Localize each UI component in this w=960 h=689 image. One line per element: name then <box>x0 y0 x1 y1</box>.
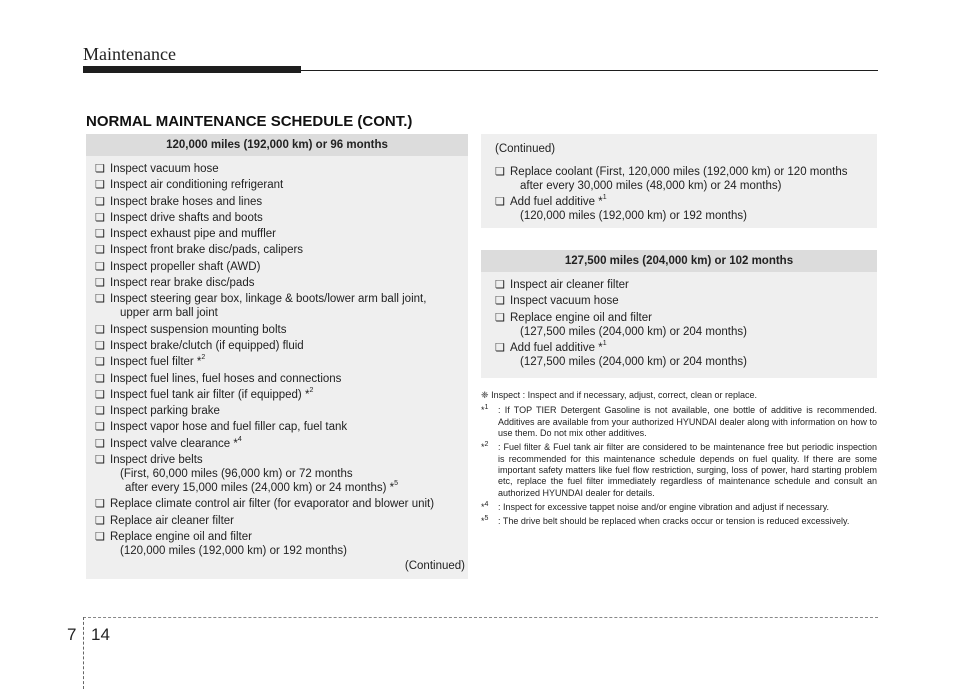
item-text: Replace coolant (First, 120,000 miles (192,000 km) or 120 months <box>510 166 848 178</box>
checkbox-icon: ❏ <box>95 195 105 208</box>
list-item <box>95 260 464 274</box>
checkbox-icon: ❏ <box>95 421 105 434</box>
checkbox-icon: ❏ <box>95 163 105 175</box>
continued-label: (Continued) <box>404 560 465 573</box>
right-continued-label: (Continued) <box>495 143 556 155</box>
item-text: Inspect fuel filter * <box>110 356 202 369</box>
footer-rule <box>83 617 878 618</box>
list-item <box>495 195 873 223</box>
item-text: Inspect valve clearance * <box>110 437 238 450</box>
list-item <box>95 178 464 192</box>
checkbox-icon: ❏ <box>95 323 105 336</box>
inspect-note-text: Inspect : Inspect and if necessary, adjust, correct, clean or replace. <box>491 390 758 400</box>
item-text: Inspect front brake disc/pads, calipers <box>110 244 304 257</box>
footnote <box>481 502 877 513</box>
item-text: Replace engine oil and filter <box>510 311 652 324</box>
list-item <box>95 243 464 257</box>
list-item <box>95 227 464 241</box>
item-text: Inspect air cleaner filter <box>510 279 629 291</box>
checkbox-icon: ❏ <box>95 405 105 418</box>
list-item <box>495 341 873 369</box>
checkbox-icon: ❏ <box>495 311 505 324</box>
footnote-ref: 5 <box>394 480 398 488</box>
checkbox-icon: ❏ <box>95 372 105 385</box>
left-panel-heading: 120,000 miles (192,000 km) or 96 months <box>86 134 468 156</box>
footnote-mark: *$^4$ <box>481 500 489 512</box>
asterisk-mark-icon: ❈ <box>481 390 489 400</box>
item-text: Inspect vacuum hose <box>510 295 619 308</box>
checkbox-icon: ❏ <box>95 530 105 543</box>
right-top-item-list <box>481 156 877 223</box>
item-text: Inspect propeller shaft (AWD) <box>110 260 261 273</box>
list-item <box>495 278 873 292</box>
chapter-number: 7 <box>67 625 77 644</box>
right-panel-heading: 127,500 miles (204,000 km) or 102 months <box>481 250 877 272</box>
checkbox-icon: ❏ <box>95 179 105 192</box>
item-text: Inspect vapor hose and fuel filler cap, fuel tank <box>110 421 348 434</box>
list-item <box>95 530 464 558</box>
footnote-ref: 4 <box>237 435 242 443</box>
footnote-ref: 1 <box>602 339 607 347</box>
item-text: Inspect fuel tank air filter (if equipped) * <box>110 388 310 401</box>
checkbox-icon: ❏ <box>495 295 505 308</box>
item-text: Inspect exhaust pipe and muffler <box>110 228 277 241</box>
list-item <box>95 437 464 451</box>
section-title: NORMAL MAINTENANCE SCHEDULE (CONT.) <box>86 113 413 130</box>
footnote <box>481 442 877 499</box>
item-detail: after every 30,000 miles (48,000 km) or 24 months) <box>520 180 782 192</box>
footnotes <box>481 390 877 529</box>
right-continued-panel <box>481 134 877 228</box>
item-text: Inspect rear brake disc/pads <box>110 277 255 290</box>
item-text: Inspect brake/clutch (if equipped) fluid <box>110 339 304 352</box>
checkbox-icon: ❏ <box>495 279 505 291</box>
checkbox-icon: ❏ <box>95 277 105 290</box>
footnote-ref: 5 <box>484 514 489 522</box>
checkbox-icon: ❏ <box>95 437 105 450</box>
footnote-ref: 1 <box>484 404 489 412</box>
item-text: Inspect fuel lines, fuel hoses and connections <box>110 372 342 385</box>
item-text: Inspect drive belts <box>110 454 203 467</box>
checkbox-icon: ❏ <box>95 356 105 369</box>
item-detail: (First, 60,000 miles (96,000 km) or 72 months <box>120 468 353 481</box>
list-item <box>95 323 464 337</box>
footnote-mark: *$^1$ <box>481 404 489 416</box>
footnote-ref: 2 <box>309 386 314 394</box>
item-text: Add fuel additive * <box>510 341 603 354</box>
footnote-mark: *$^5$ <box>481 514 489 526</box>
list-item <box>95 497 464 511</box>
footer-divider <box>83 617 84 689</box>
list-item <box>95 276 464 290</box>
item-text: Inspect brake hoses and lines <box>110 195 263 208</box>
checkbox-icon: ❏ <box>95 514 105 527</box>
page-number: 14 <box>91 625 110 644</box>
item-detail: (120,000 miles (192,000 km) or 192 months) <box>520 210 747 223</box>
item-text: Inspect steering gear box, linkage & boots/lower arm ball joint, <box>110 293 427 306</box>
right-schedule-panel <box>481 250 877 378</box>
header-title: Maintenance <box>83 44 176 64</box>
list-item <box>95 514 464 528</box>
item-text: Add fuel additive * <box>510 196 603 209</box>
inspect-note <box>481 390 877 401</box>
list-item <box>495 311 873 339</box>
checkbox-icon: ❏ <box>95 211 105 224</box>
footnote-mark: *$^2$ <box>481 441 489 453</box>
footnote-list <box>481 405 877 527</box>
checkbox-icon: ❏ <box>95 498 105 511</box>
checkbox-icon: ❏ <box>495 196 505 209</box>
list-item <box>95 372 464 386</box>
list-item <box>95 355 464 369</box>
right-item-list <box>481 272 877 369</box>
list-item <box>495 165 873 193</box>
list-item <box>95 211 464 225</box>
header-bar <box>83 66 301 73</box>
item-text: Inspect parking brake <box>110 405 220 418</box>
checkbox-icon: ❏ <box>95 388 105 401</box>
footnote-text: : Fuel filter & Fuel tank air filter are considered to be maintenance free but periodic inspection is recommended for this maintenance schedule depends on fuel quality. If there are some important safety matters like fuel flow restriction, surging, loss of power, hard starting problem etc, replace the fuel filter immediately regardless of maintenance schedule and consult an authorized HYUNDAI dealer for details. <box>498 442 877 498</box>
item-detail: (127,500 miles (204,000 km) or 204 months) <box>520 325 747 338</box>
item-detail: (120,000 miles (192,000 km) or 192 months) <box>120 544 347 557</box>
list-item <box>95 453 464 495</box>
checkbox-icon: ❏ <box>495 166 505 178</box>
item-detail: upper arm ball joint <box>120 307 218 320</box>
checkbox-icon: ❏ <box>95 260 105 273</box>
item-text: Replace air cleaner filter <box>110 514 235 527</box>
footnote-text: : The drive belt should be replaced when cracks occur or tension is reduced excessively. <box>498 515 850 526</box>
footnote-ref: 1 <box>602 194 607 202</box>
list-item <box>95 339 464 353</box>
footnote <box>481 516 877 527</box>
item-detail: after every 15,000 miles (24,000 km) or 24 months) *$^5$ <box>125 480 398 495</box>
checkbox-icon: ❏ <box>495 341 505 354</box>
header-rule <box>301 70 878 71</box>
checkbox-icon: ❏ <box>95 339 105 352</box>
footnote-ref: 4 <box>484 500 489 508</box>
footnote-ref: 2 <box>201 354 206 362</box>
item-detail: (127,500 miles (204,000 km) or 204 months) <box>520 355 747 368</box>
item-text: Replace climate control air filter (for evaporator and blower unit) <box>110 498 435 511</box>
list-item <box>95 420 464 434</box>
item-text: Replace engine oil and filter <box>110 530 252 543</box>
footnote-text: : If TOP TIER Detergent Gasoline is not available, one bottle of additive is recommended. Additives are available from your authorized HYUNDAI dealer along with information on how to use them. Do not mix other additives. <box>498 405 877 439</box>
list-item <box>95 195 464 209</box>
list-item <box>95 162 464 176</box>
item-text: Inspect suspension mounting bolts <box>110 323 287 336</box>
checkbox-icon: ❏ <box>95 454 105 467</box>
list-item <box>495 294 873 308</box>
footnote-ref: 2 <box>484 441 489 449</box>
item-text: Inspect vacuum hose <box>110 163 219 175</box>
checkbox-icon: ❏ <box>95 228 105 241</box>
item-text: Inspect air conditioning refrigerant <box>110 179 284 192</box>
checkbox-icon: ❏ <box>95 293 105 306</box>
footnote <box>481 405 877 439</box>
footnote-text: : Inspect for excessive tappet noise and/or engine vibration and adjust if necessary. <box>498 501 830 512</box>
list-item <box>95 404 464 418</box>
list-item <box>95 292 464 320</box>
left-item-list <box>86 156 468 558</box>
item-text: Inspect drive shafts and boots <box>110 211 263 224</box>
list-item <box>95 388 464 402</box>
checkbox-icon: ❏ <box>95 244 105 257</box>
left-schedule-panel <box>86 134 468 579</box>
